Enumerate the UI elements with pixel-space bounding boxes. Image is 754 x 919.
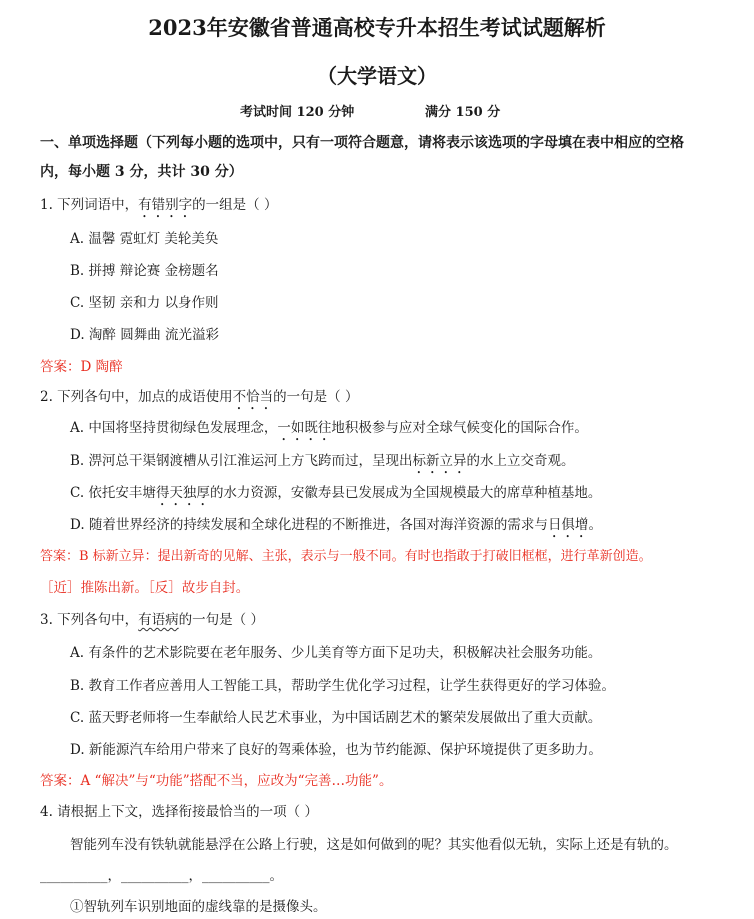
question-2-stem-post: 的一句是（ ）: [273, 389, 359, 405]
question-1-stem-mark: 有错别字: [138, 197, 193, 213]
document-subtitle: （大学语文）: [317, 64, 437, 88]
question-2-option-c: [70, 481, 601, 509]
option-text: C. 依托安丰塘: [70, 485, 156, 501]
question-2-stem-mark: 不恰当: [232, 389, 274, 405]
question-3-stem: [40, 608, 264, 628]
question-4-stem: 4. 请根据上下文，选择衔接最恰当的一项（ ）: [40, 804, 318, 820]
question-1-option-a: A. 温馨 霓虹灯 美轮美奂: [70, 231, 219, 247]
idiom-mark: 日俱增: [547, 517, 589, 533]
question-1-answer: 答案：D 陶醉: [40, 359, 123, 375]
question-3-stem-post: 的一句是（ ）: [178, 612, 264, 628]
question-1-stem-post: 的一组是（ ）: [192, 197, 278, 213]
question-2-option-a: [70, 416, 588, 444]
question-2-stem: [40, 385, 358, 413]
full-score: 满分 150 分: [425, 105, 501, 120]
option-text: 的水力资源，安徽寿县已发展成为全国规模最大的席草种植基地。: [209, 485, 602, 501]
option-text: 。: [588, 517, 602, 533]
option-text: 地积极参与应对全球气候变化的国际合作。: [331, 420, 588, 436]
question-1-option-c: C. 坚韧 亲和力 以身作则: [70, 295, 219, 311]
option-text: A. 中国将坚持贯彻绿色发展理念，: [70, 420, 278, 436]
section-heading-line1: 一、单项选择题（下列每小题的选项中，只有一项符合题意，请将表示该选项的字母填在表中相应的空格: [40, 135, 684, 151]
question-2-option-b: [70, 449, 575, 477]
exam-time: 考试时间 120 分钟: [240, 105, 355, 120]
question-4-item-1: ①智轨列车识别地面的虚线靠的是摄像头。: [70, 899, 327, 915]
question-2-answer-line2: ［近］推陈出新。［反］故步自封。: [40, 580, 250, 596]
question-2-stem-pre: 2. 下列各句中，加点的成语使用: [40, 389, 233, 405]
question-1-stem-pre: 1. 下列词语中，: [40, 197, 139, 213]
question-4-blanks: __________，__________，__________。: [40, 868, 283, 884]
question-3-option-b: B. 教育工作者应善用人工智能工具，帮助学生优化学习过程，让学生获得更好的学习体验。: [70, 678, 616, 694]
option-text: B. 淠河总干渠钢渡槽从引江淮运河上方飞跨而过，呈现出: [70, 453, 413, 469]
question-3-stem-pre: 3. 下列各句中，: [40, 612, 139, 628]
question-1-option-d: D. 淘醉 圆舞曲 流光溢彩: [70, 327, 220, 343]
question-3-option-c: C. 蓝天野老师将一生奉献给人民艺术事业，为中国话剧艺术的繁荣发展做出了重大贡献。: [70, 710, 602, 726]
question-1-stem: [40, 193, 277, 221]
question-2-answer-line1: 答案：B 标新立异：提出新奇的见解、主张，表示与一般不同。有时也指敢于打破旧框框，进行革新创造。: [40, 549, 652, 564]
question-2-option-d: [70, 513, 602, 541]
option-text: D. 随着世界经济的持续发展和全球化进程的不断推进，各国对海洋资源的需求与: [70, 517, 548, 533]
section-heading-line2: 内，每小题 3 分，共计 30 分）: [40, 164, 243, 180]
question-3-option-d: D. 新能源汽车给用户带来了良好的驾乘体验，也为节约能源、保护环境提供了更多助力。: [70, 742, 602, 758]
idiom-mark: 标新立异: [412, 453, 467, 469]
document-title: 2023年安徽省普通高校专升本招生考试试题解析: [148, 15, 606, 40]
question-3-option-a: A. 有条件的艺术影院要在老年服务、少儿美育等方面下足功夫，积极解决社会服务功能。: [70, 645, 602, 661]
question-3-answer: 答案：A “解决”与“功能”搭配不当，应改为“完善…功能”。: [40, 773, 393, 789]
question-1-option-b: B. 拼搏 辩论赛 金榜题名: [70, 263, 219, 279]
question-4-passage: 智能列车没有铁轨就能悬浮在公路上行驶，这是如何做到的呢？其实他看似无轨，实际上还是有轨的。: [70, 837, 678, 853]
option-text: 的水上立交奇观。: [466, 453, 575, 469]
idiom-mark: 得天独厚: [155, 485, 210, 501]
question-3-stem-mark: 有语病: [138, 612, 179, 628]
idiom-mark: 一如既往: [277, 420, 332, 436]
